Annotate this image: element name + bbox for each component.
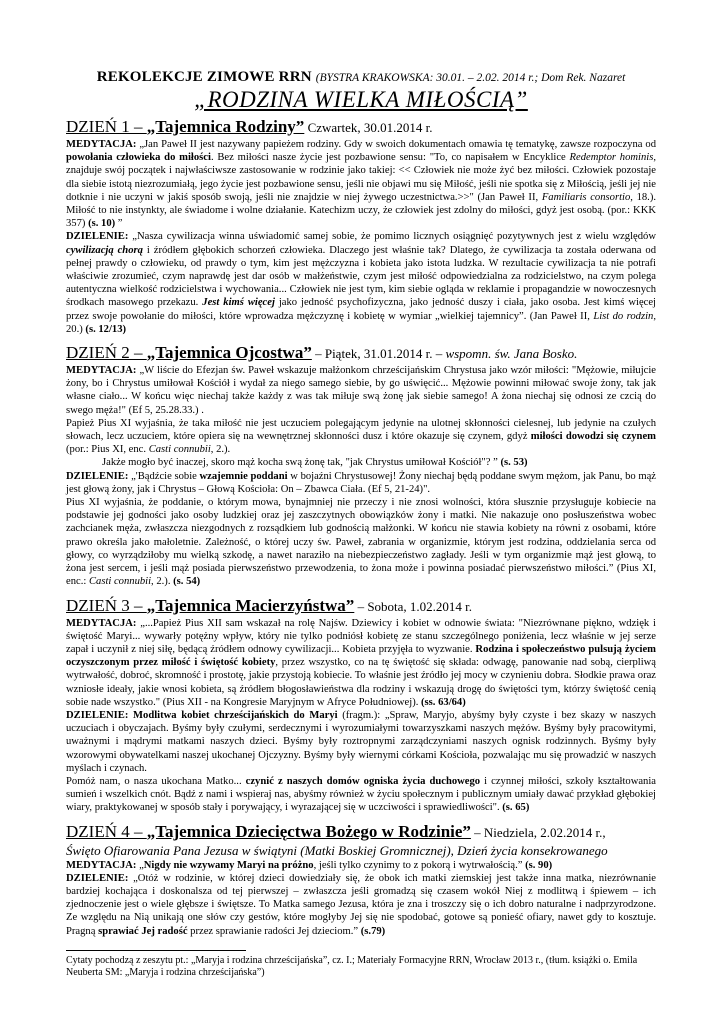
sharing-label: DZIELENIE:	[66, 470, 129, 482]
text: „Otóż w rodzinie, w której dzieci dowiedziały się, że obok ich matki ziemskiej jest także inna matka, niezrównanie bardziej kochająca i doskonalsza od tej pierwszej – zwłaszcza jeśli gromadzą się czasem wokół Niej z modlitwą i śpiewem – ich zjednoczenie jest o wiele głębsze i świętsze. To Matka samego Jezusa, która je zna i troszczy się o ich dobro naturalne i nadprzyrodzone. Ze względu na Nią unikają one słów czy gestów, które mogłyby Jej się nie spodobać, gotowe są ponieść ofiary, nawet gdy to kosztuje. Pragną	[66, 872, 656, 937]
page-reference: (ss. 63/64)	[421, 696, 466, 708]
text: „	[136, 859, 144, 871]
day2-sharing-2	[66, 496, 656, 588]
day2-title: „Tajemnica Ojcostwa”	[146, 343, 312, 363]
day2-memorial: wspomn. św. Jana Bosko.	[445, 346, 578, 362]
text: ”	[115, 218, 123, 230]
text-italic: Redemptor hominis	[569, 152, 654, 164]
day4-date: – Niedziela, 2.02.2014 r.,	[470, 824, 606, 840]
text: Jakże mogło być inaczej, skoro mąż kocha swą żonę tak, "jak Chrystus umiłował Kościół"? ”	[102, 457, 501, 469]
day2-heading	[66, 342, 656, 364]
text: (fragm.): „Spraw, Maryjo, abyśmy były czyste i bez skazy w naszych uczuciach i obyczajach. Byśmy były czułymi, serdecznymi i wyrozumiałymi towarzyszkami naszych mężów. Byśmy były pracowitymi, uważnymi i mądrymi matkami naszych dzieci. Byśmy były roztropnymi zarządczyniami naszych ognisk rodzinnych. Byśmy były wzorowymi obywatelkami naszej ukochanej Ojczyzny. Byśmy były wiernymi córkami Kościoła, pozwalając mu się prowadzić w naszych myślach i czynach.	[66, 709, 656, 774]
day4-heading	[66, 821, 656, 843]
text: , 18.). Miłość to nie instynkty, ale świadome i wolne działanie. Katechizm uczy, że człowiek jest zdolny do miłości, gdyż jest osobą. (por.: KKK 357)	[66, 191, 656, 230]
text: , 2.).	[210, 444, 231, 456]
text: jako jedność psychofizyczna, jako jedność duszy i ciała, jako osoba. Jest kimś więcej przez swoje powołanie do miłości, które wprowadza mężczyznę i kobietę w wymiar „wielkiej tajemnicy”. (Jan Paweł II,	[66, 297, 657, 322]
sharing-label: DZIELENIE:	[66, 872, 129, 884]
text: Pius XI wyjaśnia, że poddanie, o którym mowa, bynajmniej nie przeczy i nie znosi wolności, która słusznie przysługuje kobiecie na podstawie jej godności jako osoby ludzkiej oraz jej zaszczytnych obowiązków żony i matki. Nie nakazuje ono posłuszeństwa wobec zachcianek męża, zwłaszcza niezgodnych z rozsądkiem lub godnością małżonki. W końcu nie stawia kobiety na równi z osobami, które prawo określa jako małoletnie. Zależność, o której uczy św. Paweł, zabrania w organizmie, którym jest rodzina, oddzielania serca od głowy, co wyrządziłoby mu wielką szkodę, a nawet naraziło na niebezpieczeństwo zagłady. Jeśli w tym organizmie mąż jest głową, to żona jest sercem, i jeśli mąż posiada pierwszeństwo przewodzenia, to żona może i powinna posiadać pierwszeństwo miłości.” (Pius XI, enc.:	[66, 497, 656, 588]
page-reference: (s. 12/13)	[85, 323, 127, 335]
day4-meditation	[66, 859, 656, 872]
sharing-label: DZIELENIE:	[66, 709, 129, 721]
day4-label: DZIEŃ 4 –	[66, 821, 147, 841]
text: i źródłem głębokich schorzeń człowieka. Dlaczego jest właśnie tak? Dlatego, że cywilizacja ta została oderwana od pełnej prawdy o człowieku, od prawdy o tym, kim jest mężczyzna i kobieta jako istota ludzka. W rezultacie cywilizacja ta nie potrafi właściwie zrozumieć, czym naprawdę jest dar osób w małżeństwie, czym jest miłość odpowiedzialna za rodzicielstwo, na czym polega autentyczna wielkość rodzicielstwa i wychowania... Człowiek nie jest tym, kim siebie ogląda w reklamie i propagandzie w nowoczesnych środkach masowego przekazu.	[66, 244, 656, 309]
text-italic: List do rodzin	[593, 310, 654, 322]
day2-date: – Piątek, 31.01.2014 r. –	[311, 346, 446, 362]
sharing-label: DZIELENIE:	[66, 231, 129, 243]
day1-meditation	[66, 138, 656, 230]
text-bold: miłości dowodzi się czynem	[530, 431, 656, 443]
day4-title: „Tajemnica Dziecięctwa Bożego w Rodzinie”	[146, 821, 471, 841]
day2-label: DZIEŃ 2 –	[66, 343, 147, 363]
text-bold: sprawiać Jej radość	[98, 925, 188, 937]
document-page	[66, 68, 656, 980]
day1-label: DZIEŃ 1 –	[66, 117, 147, 136]
text: „...Papież Pius XII sam wskazał na rolę Najśw. Dziewicy i kobiet w odnowie świata: "Niezrównane piękno, wdzięk i świętość Maryi... wywarły potężny wpływ, który nie tylko podniósł kobietę ze stanu szczególnego poniżenia, lecz właśnie w jej serze zapał i uczynił z niej siłę, będącą źródłem odnowy cywilizacji... Kobieta przyjęła to wyzwanie.	[66, 617, 656, 655]
page-reference: (s.79)	[360, 925, 386, 937]
text-italic: Casti connubii	[88, 576, 152, 588]
text: , jeśli tylko czynimy to z pokorą i wytrwałością.”	[313, 859, 526, 871]
day3-label: DZIEŃ 3 –	[66, 595, 147, 615]
day2-meditation	[66, 364, 656, 417]
text: (por.: Pius XI, enc.	[66, 444, 149, 456]
text-bold-italic: Jest kimś więcej	[202, 297, 275, 309]
day1-title: „Tajemnica Rodziny”	[146, 117, 305, 136]
text-italic: Familiaris consortio	[541, 191, 631, 203]
text: , znajduje swój początek i najwłaściwsze zastosowanie w rodzinie jako takiej: << Człowiek nie może żyć bez miłości. Człowiek pozostaje dla siebie istotą niezrozumiałą, jego życie jest pozbawione sensu, jeśli nie objawi mu się Miłość, jeśli nie spotka się z Miłością, jeśli jej nie dotknie i nie uczyni w jakiś sposób swoją, jeśli nie znajdzie w niej żywego uczestnictwa.>>" (Jan Paweł II,	[66, 152, 656, 203]
day3-date: – Sobota, 1.02.2014 r.	[354, 598, 473, 614]
text-bold: czynić z naszych domów ogniska życia duchowego	[245, 775, 481, 787]
text-bold: Nigdy nie wzywamy Maryi na próżno	[143, 859, 314, 871]
text: „Nasza cywilizacja winna uświadomić samej sobie, że pomimo licznych osiągnięć pozytywnych jest z wielu względów	[128, 231, 656, 243]
day3-sharing-2	[66, 775, 656, 815]
page-reference: (s. 54)	[173, 576, 201, 588]
text: . Bez miłości nasze życie jest pozbawione sensu: "To, co napisałem w Encyklice	[210, 152, 570, 164]
text: „'Bądźcie sobie	[128, 470, 200, 482]
day2-sharing	[66, 470, 656, 496]
page-reference: (s. 90)	[525, 859, 553, 871]
day4-sharing	[66, 872, 656, 938]
text-bold: Rodzina i społeczeństwo pulsują życiem oczyszczonym przez miłość i świętość kobiety	[66, 643, 657, 669]
text: „W liście do Efezjan św. Paweł wskazuje małżonkom chrześcijańskim Chrystusa jako wzór miłości: "Mężowie, miłujcie żony, bo i Chrystus umiłował Kościół i wydał za niego samego siebie, by go uświęcić... Mężowie powinni miłować swoje żony, tak jak własne ciało... W końcu więc niechaj także każdy z was tak miłuje swą żonę jak siebie samego! A żona niechaj się odnosi ze czcią do swego męża!" (Ef 5, 25.28.33.) .	[66, 365, 656, 416]
retreat-theme: „RODZINA WIELKA MIŁOŚCIĄ”	[194, 87, 528, 112]
meditation-label: MEDYTACJA:	[66, 139, 137, 150]
page-reference: (s. 10)	[88, 218, 116, 230]
day1-heading	[66, 116, 656, 138]
text: , 20.)	[66, 310, 656, 335]
text: i czynnej miłości, szkoły kształtowania sumień i wszelkich cnót. Bądź z nami i wspieraj nas, abyśmy również w życiu społecznym i publicznym umiały dawać przykład głębokiej wiary, praktykowanej w sposób stały i porywający, i wyrazającej się w uczciwości i sprawiedliwości".	[66, 775, 656, 814]
text: Papież Pius XI wyjaśnia, że taka miłość nie jest uczuciem polegającym jedynie na ulotnej skłonności cielesnej, lub jedynie na czułych słowach, lecz uczuciem, które opiera się na wewnętrznej skłonności dusz i które okazuje się czynem, gdyż	[66, 417, 656, 443]
page-reference: (s. 65)	[502, 802, 530, 814]
day2-meditation-3	[66, 456, 656, 469]
day3-sharing	[66, 709, 656, 775]
day3-meditation	[66, 617, 656, 709]
day3-heading	[66, 595, 656, 617]
day3-title: „Tajemnica Macierzyństwa”	[146, 595, 355, 615]
retreat-title: REKOLEKCJE ZIMOWE RRN	[96, 69, 312, 85]
footnote: Cytaty pochodzą z zeszytu pt.: „Maryja i rodzina chrześcijańska”, cz. I.; Materiały Formacyjne RRN, Wrocław 2013 r., (tłum. książki o. Emila Neuberta SM: „Maryja i rodzina chrześcijańska”)	[66, 954, 638, 979]
meditation-label: MEDYTACJA:	[66, 859, 137, 871]
text: przez sprawianie radości Jej dzieciom.”	[187, 925, 361, 937]
meditation-label: MEDYTACJA:	[66, 365, 137, 377]
retreat-header	[66, 68, 656, 86]
retreat-location: (BYSTRA KRAKOWSKA: 30.01. – 2.02. 2014 r.; Dom Rek. Nazaret	[315, 72, 626, 84]
text: , przez wszystko, co na tę świętość się składa: odwagę, panowanie nad sobą, cierpliwą wytrwałość, dobroć, skromność i prostotę, jakie przystoją kobiecie. To właśnie jest źródło jej mocy w czynieniu dobra. Słodkie prawa oraz wzniosłe ideały, jakie wnosi kobieta, są źródłem błogosławieństwa dla rodziny i wskazują drogę do świętości tym, którzy świętość cenią sobie nade wszystko." (Pius XII - na Kongresie Maryjnym w Afryce Południowej).	[66, 657, 657, 708]
text-italic: Casti connubii	[148, 444, 211, 456]
text-bold-italic: cywilizacją chorą	[66, 244, 143, 256]
spacer	[66, 815, 656, 819]
text: w bojaźni Chrystusowej! Żony niechaj będą poddane swym mężom, jak Panu, bo mąż jest głową żony, jak i Chrystus – Głową Kościoła: On – Zbawca Ciała. (Ef 5, 21-24)".	[66, 470, 656, 495]
text-bold: Modlitwa kobiet chrześcijańskich do Maryi	[128, 709, 338, 721]
spacer	[66, 589, 656, 593]
text: „Jan Paweł II jest nazywany papieżem rodziny. Gdy w swoich dokumentach omawia tę tematykę, zawsze rozpoczyna od	[139, 139, 656, 150]
text-bold: powołania człowieka do miłości	[66, 152, 211, 164]
day1-sharing	[66, 230, 656, 336]
day1-date: Czwartek, 30.01.2014 r.	[304, 120, 433, 135]
spacer	[66, 336, 656, 340]
text: , 2.).	[151, 576, 174, 588]
day4-feast: Święto Ofiarowania Pana Jezusa w świątyni (Matki Boskiej Gromnicznej), Dzień życia konsekrowanego	[66, 842, 608, 858]
page-reference: (s. 53)	[500, 457, 528, 469]
day2-meditation-2	[66, 417, 656, 457]
text-bold: wzajemnie poddani	[199, 470, 288, 482]
meditation-label: MEDYTACJA:	[66, 617, 137, 629]
text: Pomóż nam, o nasza ukochana Matko...	[66, 775, 246, 787]
footnote-divider	[66, 950, 246, 951]
